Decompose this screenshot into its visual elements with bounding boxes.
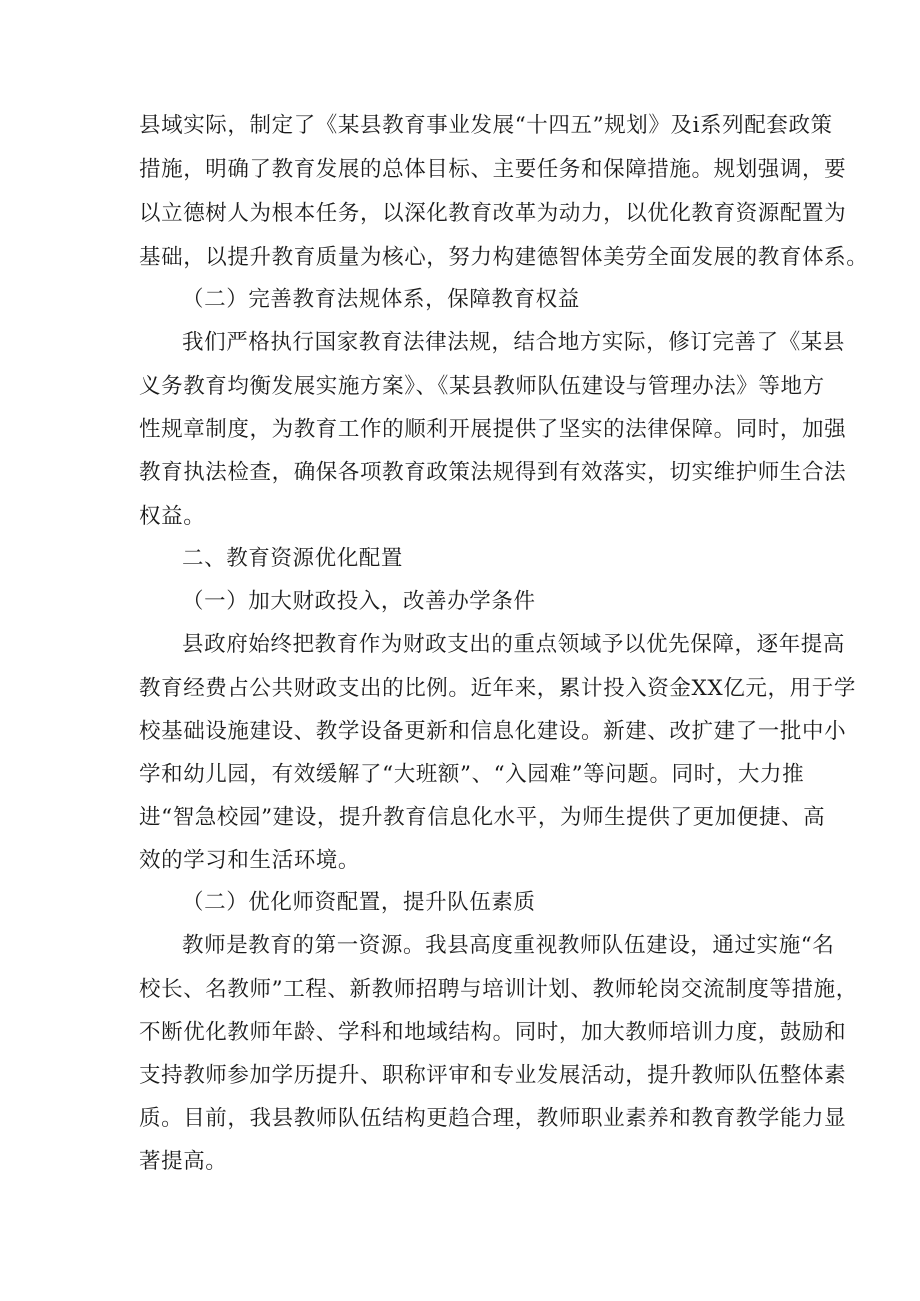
text-line: 著提高。 bbox=[139, 1149, 228, 1174]
text-line: 义务教育均衡发展实施方案》、《某县教师队伍建设与管理办法》等地方 bbox=[139, 374, 825, 399]
text-line: 质。目前，我县教师队伍结构更趋合理，教师职业素养和教育教学能力显 bbox=[139, 1106, 847, 1131]
text-line: 教师是教育的第一资源。我县高度重视教师队伍建设，通过实施“名 bbox=[182, 933, 835, 958]
text-line: 县政府始终把教育作为财政支出的重点领域予以优先保障，逐年提高 bbox=[182, 632, 846, 657]
text-line: 性规章制度，为教育工作的顺利开展提供了坚实的法律保障。同时，加强 bbox=[139, 417, 847, 442]
text-line: 校长、名教师”工程、新教师招聘与培训计划、教师轮岗交流制度等措施， bbox=[139, 977, 858, 1002]
text-line: 支持教师参加学历提升、职称评审和专业发展活动，提升教师队伍整体素 bbox=[139, 1063, 847, 1088]
section-heading: （二）优化师资配置，提升队伍素质 bbox=[182, 890, 536, 915]
text-line: 不断优化教师年龄、学科和地域结构。同时，加大教师培训力度，鼓励和 bbox=[139, 1020, 847, 1045]
section-heading: （一）加大财政投入，改善办学条件 bbox=[182, 589, 536, 614]
text-line: 以立德树人为根本任务，以深化教育改革为动力，以优化教育资源配置为 bbox=[139, 201, 847, 226]
chapter-heading: 二、教育资源优化配置 bbox=[182, 546, 404, 571]
section-heading: （二）完善教育法规体系，保障教育权益 bbox=[182, 287, 580, 312]
text-line: 教育执法检查，确保各项教育政策法规得到有效落实，切实维护师生合法 bbox=[139, 460, 847, 485]
text-line: 教育经费占公共财政支出的比例。近年来，累计投入资金XX亿元，用于学 bbox=[139, 676, 856, 701]
text-line: 基础，以提升教育质量为核心，努力构建德智体美劳全面发展的教育体系。 bbox=[139, 245, 869, 270]
text-line: 县域实际，制定了《某县教育事业发展“十四五”规划》及i系列配套政策 bbox=[139, 113, 833, 138]
text-line: 效的学习和生活环境。 bbox=[139, 848, 361, 873]
text-line: 权益。 bbox=[139, 504, 206, 529]
text-line: 学和幼儿园，有效缓解了“大班额”、“入园难”等问题。同时，大力推 bbox=[139, 762, 805, 787]
text-line: 进“智急校园”建设，提升教育信息化水平，为师生提供了更加便捷、高 bbox=[139, 805, 826, 830]
text-line: 我们严格执行国家教育法律法规，结合地方实际，修订完善了《某县 bbox=[182, 330, 846, 355]
text-line: 校基础设施建设、教学设备更新和信息化建设。新建、改扩建了一批中小 bbox=[139, 719, 847, 744]
text-line: 措施，明确了教育发展的总体目标、主要任务和保障措施。规划强调，要 bbox=[139, 157, 847, 182]
